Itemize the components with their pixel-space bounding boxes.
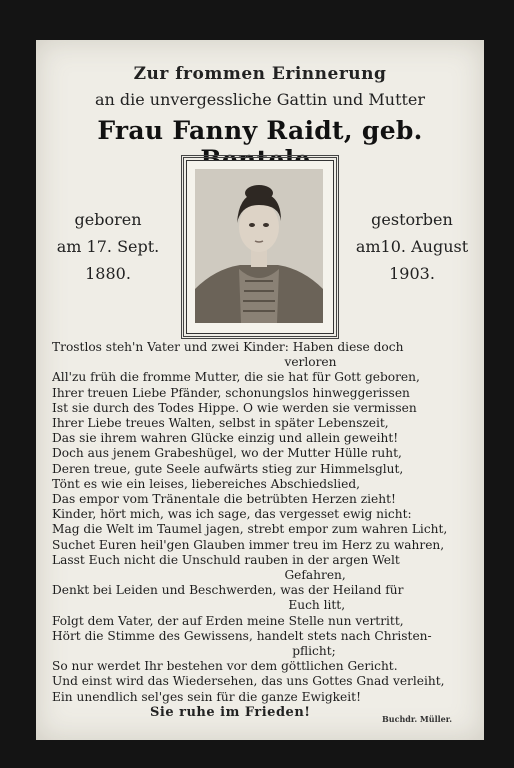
poem-line: Folgt dem Vater, der auf Erden meine Stelle nun vertritt,	[52, 613, 404, 628]
poem-line: Mag die Welt im Taumel jagen, strebt empor zum wahren Licht,	[52, 522, 448, 537]
birth-date: am 17. Sept.	[56, 237, 160, 256]
heading-dedication: an die unvergessliche Gattin und Mutter	[94, 90, 426, 109]
poem-line: Und einst wird das Wiedersehen, das uns Gottes Gnad verleiht,	[52, 674, 445, 689]
portrait-frame	[186, 160, 334, 334]
poem-line: Denkt bei Leiden und Beschwerden, was der Heiland für	[52, 583, 404, 598]
poem-line: Ihrer treuen Liebe Pfänder, schonungslos hinweggerissen	[52, 385, 410, 400]
death-label: gestorben	[371, 210, 453, 229]
portrait-photo	[195, 169, 323, 323]
poem-line: Ist sie durch des Todes Hippe. O wie werden sie vermissen	[52, 400, 417, 415]
death-year: 1903.	[389, 264, 435, 283]
memorial-poem	[52, 340, 472, 705]
poem-line: Das empor vom Tränentale die betrübten Herzen zieht!	[52, 492, 396, 507]
poem-line: Euch litt,	[52, 598, 346, 613]
death-block	[352, 206, 472, 287]
printer-imprint: Buchdr. Müller.	[382, 714, 453, 724]
birth-year: 1880.	[85, 264, 131, 283]
poem-line: Das sie ihrem wahren Glücke einzig und allein geweiht!	[52, 431, 399, 446]
poem-line: pflicht;	[52, 644, 336, 659]
poem-line: Hört die Stimme des Gewissens, handelt stets nach Christen-	[52, 628, 432, 643]
poem-line: So nur werdet Ihr bestehen vor dem göttlichen Gericht.	[52, 659, 398, 674]
birth-label: geboren	[74, 210, 142, 229]
poem-line: verloren	[52, 355, 337, 370]
poem-line: Tönt es wie ein leises, liebereiches Abschiedslied,	[52, 476, 361, 491]
poem-line: Doch aus jenem Grabeshügel, wo der Mutter Hülle ruht,	[52, 446, 402, 461]
poem-line: Kinder, hört mich, was ich sage, das vergesset ewig nicht:	[52, 507, 412, 522]
heading-remembrance: Zur frommen Erinnerung	[133, 64, 387, 84]
poem-line: Ein unendlich sel'ges sein für die ganze Ewigkeit!	[52, 689, 361, 704]
poem-line: Ihrer Liebe treues Walten, selbst in später Lebenszeit,	[52, 416, 389, 431]
death-date: am10. August	[355, 237, 469, 256]
poem-line: Deren treue, gute Seele aufwärts stieg zur Himmelsglut,	[52, 461, 404, 476]
deceased-name: Frau Fanny Raidt, geb.	[97, 116, 423, 145]
memorial-card	[36, 40, 484, 740]
poem-line: Gefahren,	[52, 568, 346, 583]
poem-line: Trostlos steh'n Vater und zwei Kinder: Haben diese doch	[52, 340, 404, 354]
poem-line: Suchet Euren heil'gen Glauben immer treu im Herz zu wahren,	[52, 537, 445, 552]
birth-block	[48, 206, 168, 287]
closing-blessing: Sie ruhe im Frieden!	[150, 705, 311, 720]
portrait-illustration	[195, 169, 323, 323]
poem-line: All'zu früh die fromme Mutter, die sie hat für Gott geboren,	[52, 370, 420, 385]
poem-line: Lasst Euch nicht die Unschuld rauben in der argen Welt	[52, 552, 400, 567]
